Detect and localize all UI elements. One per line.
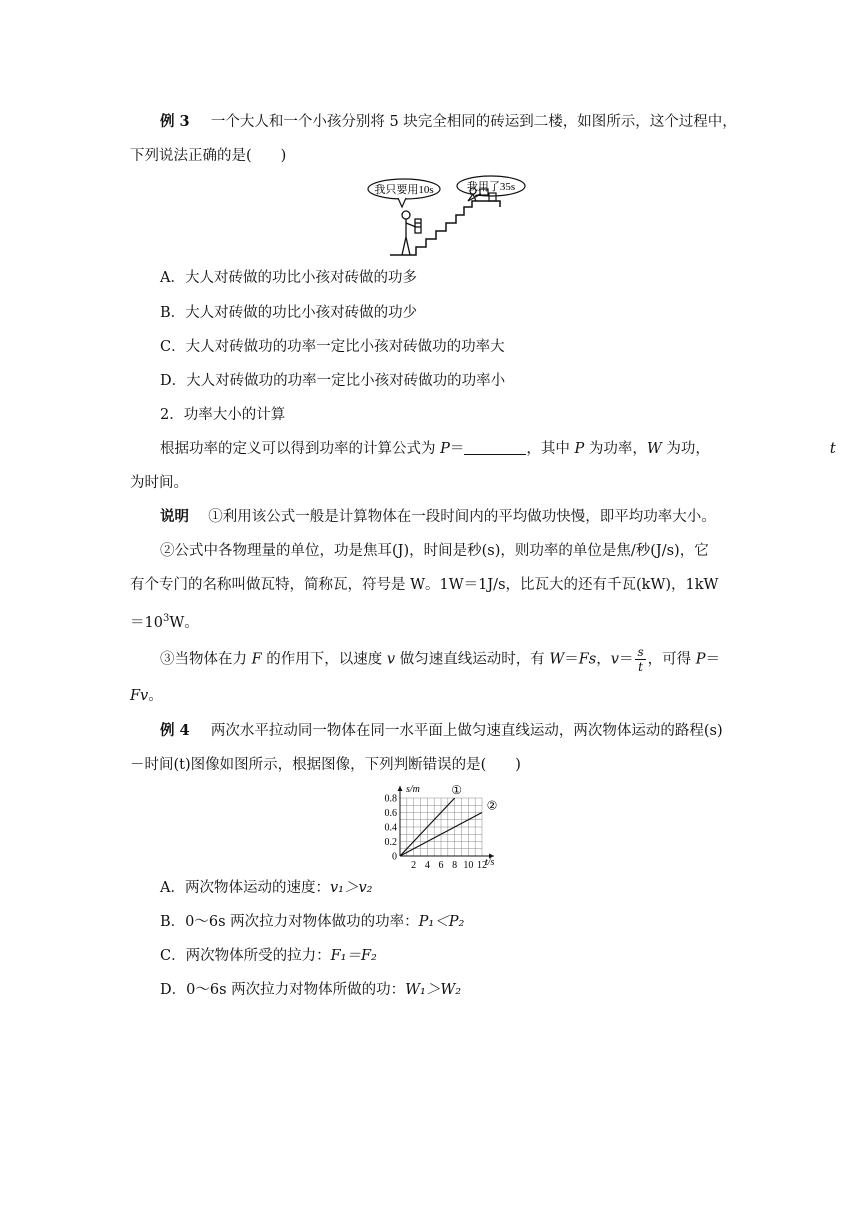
note-2-line-1: ②公式中各物理量的单位，功是焦耳(J)，时间是秒(s)，则功率的单位是焦/秒(J/s)，它 (160, 543, 709, 559)
note-3-var-p: P (695, 651, 706, 668)
formula-line-2: 为时间。 (130, 475, 188, 491)
note-2-exponent: 3 (162, 613, 170, 624)
option-4d-expr: W₁＞W₂ (405, 982, 462, 998)
example-4-stem-text: 两次水平拉动同一物体在同一水平面上做匀速直线运动，两次物体运动的路程(s) (210, 723, 723, 739)
x-tick-label: 2 (411, 860, 417, 871)
stairs-figure (360, 175, 535, 260)
y-axis-label: s/m (406, 784, 420, 795)
note-3-text-b: 的作用下，以速度 (261, 651, 387, 668)
y-tick-label: 0 (392, 851, 397, 863)
chart-axes (398, 786, 495, 859)
option-3d: D．大人对砖做功的功率一定比小孩对砖做功的功率小 (160, 373, 506, 389)
formula-text-1: 根据功率的定义可以得到功率的计算公式为 (160, 441, 441, 457)
formula-var-p: P (440, 441, 450, 457)
child-bubble-text: 我用了35s (466, 181, 516, 193)
option-4a-text: A．两次物体运动的速度： (160, 880, 330, 896)
note-3-equals-2: ＝ (618, 651, 634, 668)
option-4b-expr: P₁＜P₂ (418, 914, 465, 930)
x-tick-label: 4 (424, 860, 430, 871)
note-3-var-w: W (549, 651, 565, 668)
note-3-var-v2: v (610, 651, 619, 668)
y-tick-label: 0.8 (384, 793, 397, 805)
x-axis-label: t/s (485, 857, 495, 868)
note-3-line-1 (160, 645, 720, 674)
fraction-s-over-t (635, 645, 645, 674)
fraction-numerator: s (637, 645, 644, 659)
formula-text-2: ，其中 (526, 441, 575, 457)
note-1-text: ①利用该公式一般是计算物体在一段时间内的平均做功快慢，即平均功率大小。 (208, 509, 716, 525)
formula-text-4: 为功， (661, 441, 710, 457)
note-3-text-c: 做匀速直线运动时，有 (395, 651, 550, 668)
note-2-line-2: 有个专门的名称叫做瓦特，简称瓦，符号是 W。1W＝1J/s，比瓦大的还有千瓦(kW)，1kW (130, 577, 719, 593)
note-3-equals: ＝ (564, 651, 579, 668)
s-t-chart (370, 782, 510, 872)
option-3c: C．大人对砖做功的功率一定比小孩对砖做功的功率大 (160, 339, 505, 355)
option-4c (160, 946, 377, 966)
formula-equals: ＝ (449, 441, 465, 457)
y-tick-label: 0.6 (384, 808, 397, 819)
x-tick-label: 8 (452, 860, 458, 871)
note-3-equals-3: ＝ (705, 651, 720, 668)
power-formula-line (160, 439, 836, 459)
x-tick-label: 10 (463, 860, 474, 871)
section-heading: 2．功率大小的计算 (160, 407, 286, 423)
y-tick-label: 0.2 (384, 837, 397, 848)
option-4b (160, 912, 464, 932)
example-4-stem-line1 (160, 721, 723, 741)
note-3-period: 。 (148, 688, 163, 704)
option-4a-expr: v₁＞v₂ (329, 880, 373, 896)
note-3-var-v: v (386, 651, 396, 668)
note-2-pre: ＝10 (130, 615, 163, 631)
y-tick-label: 0.4 (384, 822, 397, 834)
note-3-line-2 (130, 686, 163, 706)
adult-bubble-text: 我只要用10s (374, 184, 434, 196)
note-3-text-g: ，可得 (647, 651, 696, 668)
note-2-post: W。 (169, 615, 199, 631)
option-4d (160, 980, 461, 1000)
example-4-label: 例 4 (160, 722, 190, 739)
note-3-var-f: F (251, 651, 262, 668)
adult-figure (402, 211, 421, 255)
fraction-denominator: t (638, 660, 643, 674)
y-axis-arrow (398, 786, 403, 791)
x-tick-label: 12 (477, 860, 487, 871)
formula-blank (464, 440, 526, 455)
example-3-stem-line2: 下列说法正确的是( ) (130, 148, 287, 164)
formula-var-p2: P (574, 441, 585, 457)
note-3-comma: ， (596, 651, 611, 668)
option-3b: B．大人对砖做的功比小孩对砖做的功少 (160, 305, 418, 321)
note-line-1 (160, 507, 716, 527)
formula-text-3: 为功率， (584, 441, 647, 457)
option-4d-text: D．0～6s 两次拉力对物体所做的功： (160, 982, 406, 998)
series-label-2: ② (486, 798, 498, 813)
chart-grid (400, 798, 482, 856)
option-4b-text: B．0～6s 两次拉力对物体做功的功率： (160, 914, 419, 930)
option-4a (160, 878, 373, 898)
note-3-text-a: ③当物体在力 (160, 651, 252, 668)
note-2-line-3 (130, 609, 199, 633)
x-tick-label: 6 (438, 860, 444, 871)
option-3a: A．大人对砖做的功比小孩对砖做的功多 (160, 270, 417, 286)
option-4c-expr: F₁＝F₂ (330, 948, 377, 964)
note-label: 说明 (160, 508, 189, 525)
series-label-1: ① (451, 783, 463, 797)
example-3-stem-line1 (160, 112, 737, 132)
note-3-var-fv: Fv (130, 688, 149, 704)
example-4-stem-line2: －时间(t)图像如图所示，根据图像，下列判断错误的是( ) (130, 757, 521, 773)
option-4c-text: C．两次物体所受的拉力： (160, 948, 331, 964)
note-3-var-fs: Fs (578, 651, 597, 668)
formula-var-t: t (829, 441, 836, 457)
example-3-stem-text: 一个大人和一个小孩分别将 5 块完全相同的砖运到二楼，如图所示，这个过程中， (210, 114, 737, 130)
example-3-label: 例 3 (160, 113, 190, 130)
formula-var-w: W (646, 441, 662, 457)
